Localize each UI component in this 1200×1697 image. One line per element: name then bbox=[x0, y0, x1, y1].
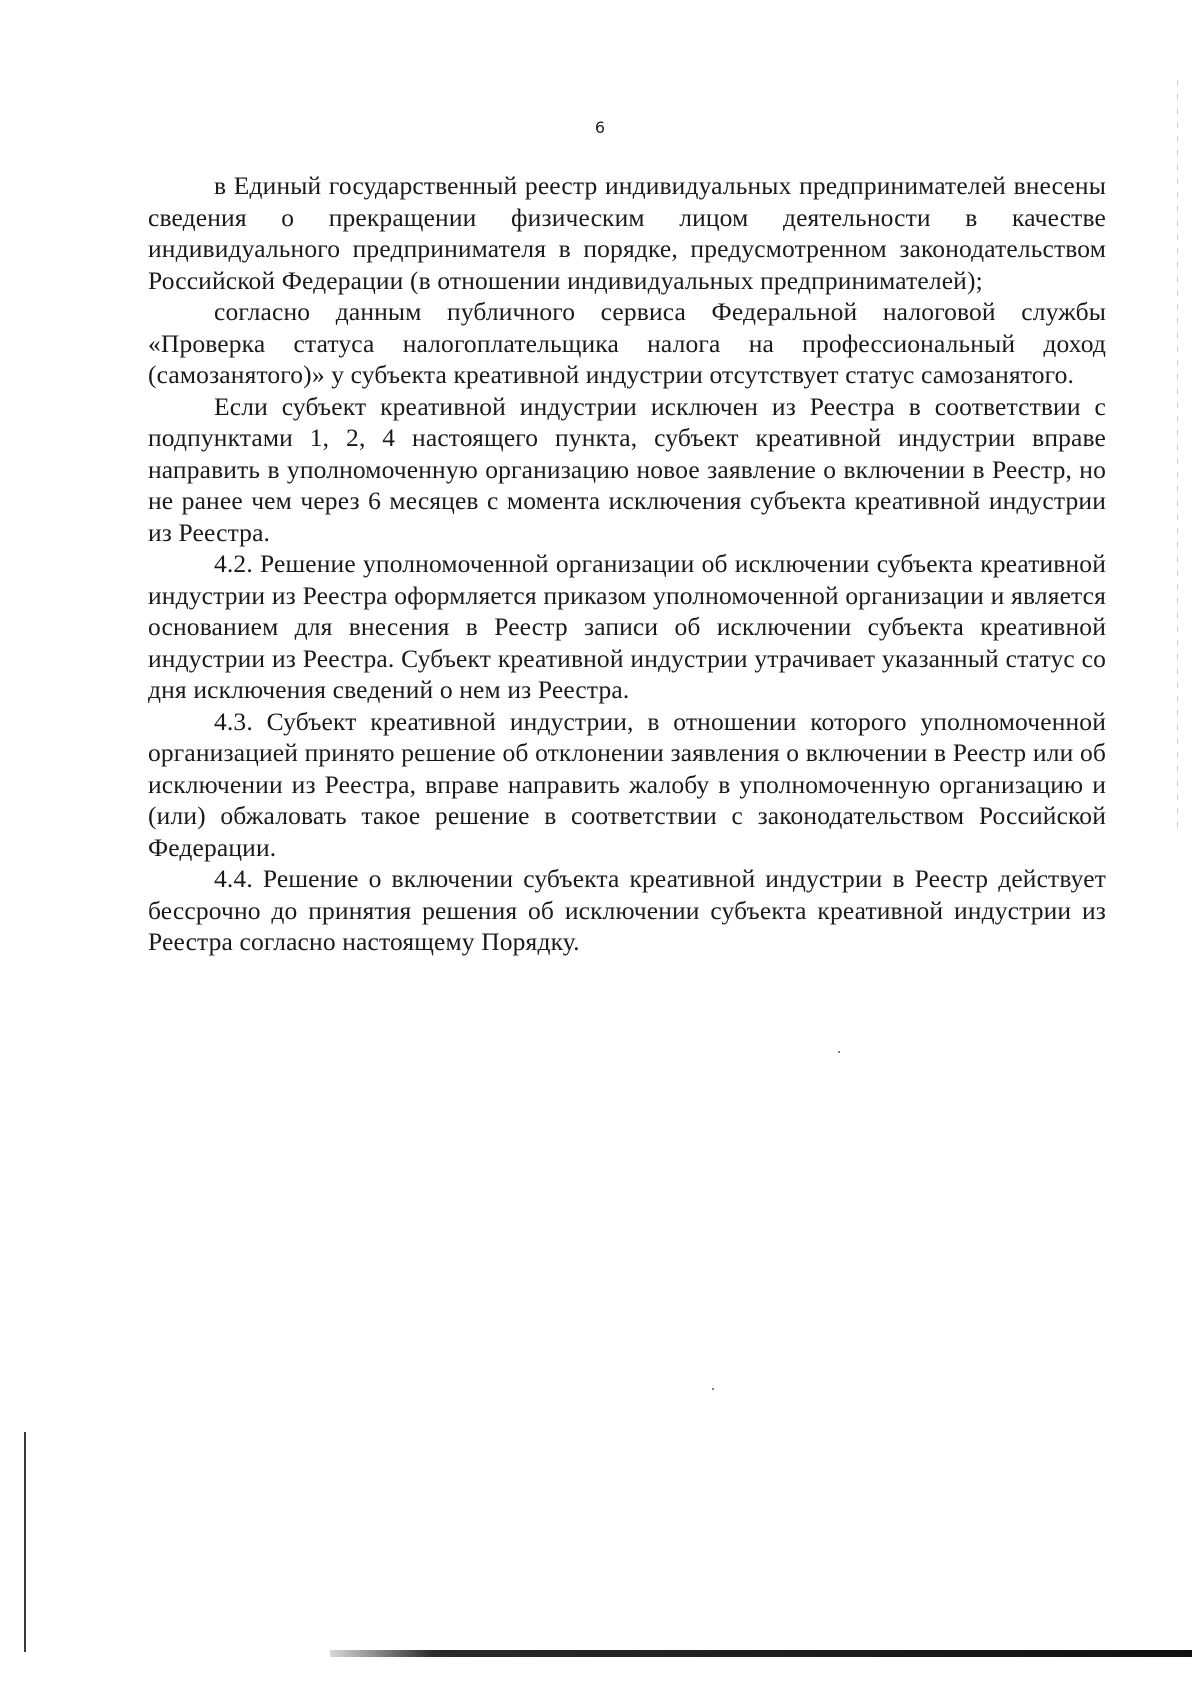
paragraph-4-3: 4.3. Субъект креативной индустрии, в отношении которого уполномоченной организацией принято решение об отклонении заявления о включении в Реестр или об исключении из Реестра, вправе направить жалобу в уполномоченную организацию и (или) обжаловать такое решение в соответствии с законодательством Российской Федерации. bbox=[148, 706, 1106, 862]
scan-edge-right bbox=[1177, 80, 1178, 830]
paragraph-4-2: 4.2. Решение уполномоченной организации об исключении субъекта креативной индустрии из Реестра оформляется приказом уполномоченной организации и является основанием для внесения в Реестр записи об исключении субъекта креативной индустрии из Реестра. Субъект креативной индустрии утрачивает указанный статус со дня исключения сведений о нем из Реестра. bbox=[148, 549, 1106, 704]
scan-edge-bottom bbox=[330, 1650, 1192, 1657]
document-body bbox=[148, 170, 1106, 958]
scan-edge-left bbox=[24, 1432, 26, 1652]
page-number: 6 bbox=[594, 118, 606, 137]
paragraph-4-4: 4.4. Решение о включении субъекта креативной индустрии в Реестр действует бессрочно до принятия решения об исключении субъекта креативной индустрии из Реестра согласно настоящему Порядку. bbox=[148, 864, 1106, 956]
paragraph-egrip-termination: в Единый государственный реестр индивидуальных предпринимателей внесены сведения о прекращении физическим лицом деятельности в качестве индивидуального предпринимателя в порядке, предусмотренном законодательством Российской Федерации (в отношении индивидуальных предпринимателей); bbox=[148, 171, 1106, 295]
scan-speck bbox=[838, 1051, 840, 1053]
paragraph-reapplication: Если субъект креативной индустрии исключен из Реестра в соответствии с подпунктами 1, 2, 4 настоящего пункта, субъект креативной индустрии вправе направить в уполномоченную организацию новое заявление о включении в Реестр, но не ранее чем через 6 месяцев с момента исключения субъекта креативной индустрии из Реестра. bbox=[148, 391, 1106, 547]
scan-speck bbox=[712, 1388, 714, 1390]
paragraph-self-employed-status: согласно данным публичного сервиса Федеральной налоговой службы «Проверка статуса налогоплательщика налога на профессиональный доход (самозанятого)» у субъекта креативной индустрии отсутствует статус самозанятого. bbox=[148, 297, 1106, 389]
